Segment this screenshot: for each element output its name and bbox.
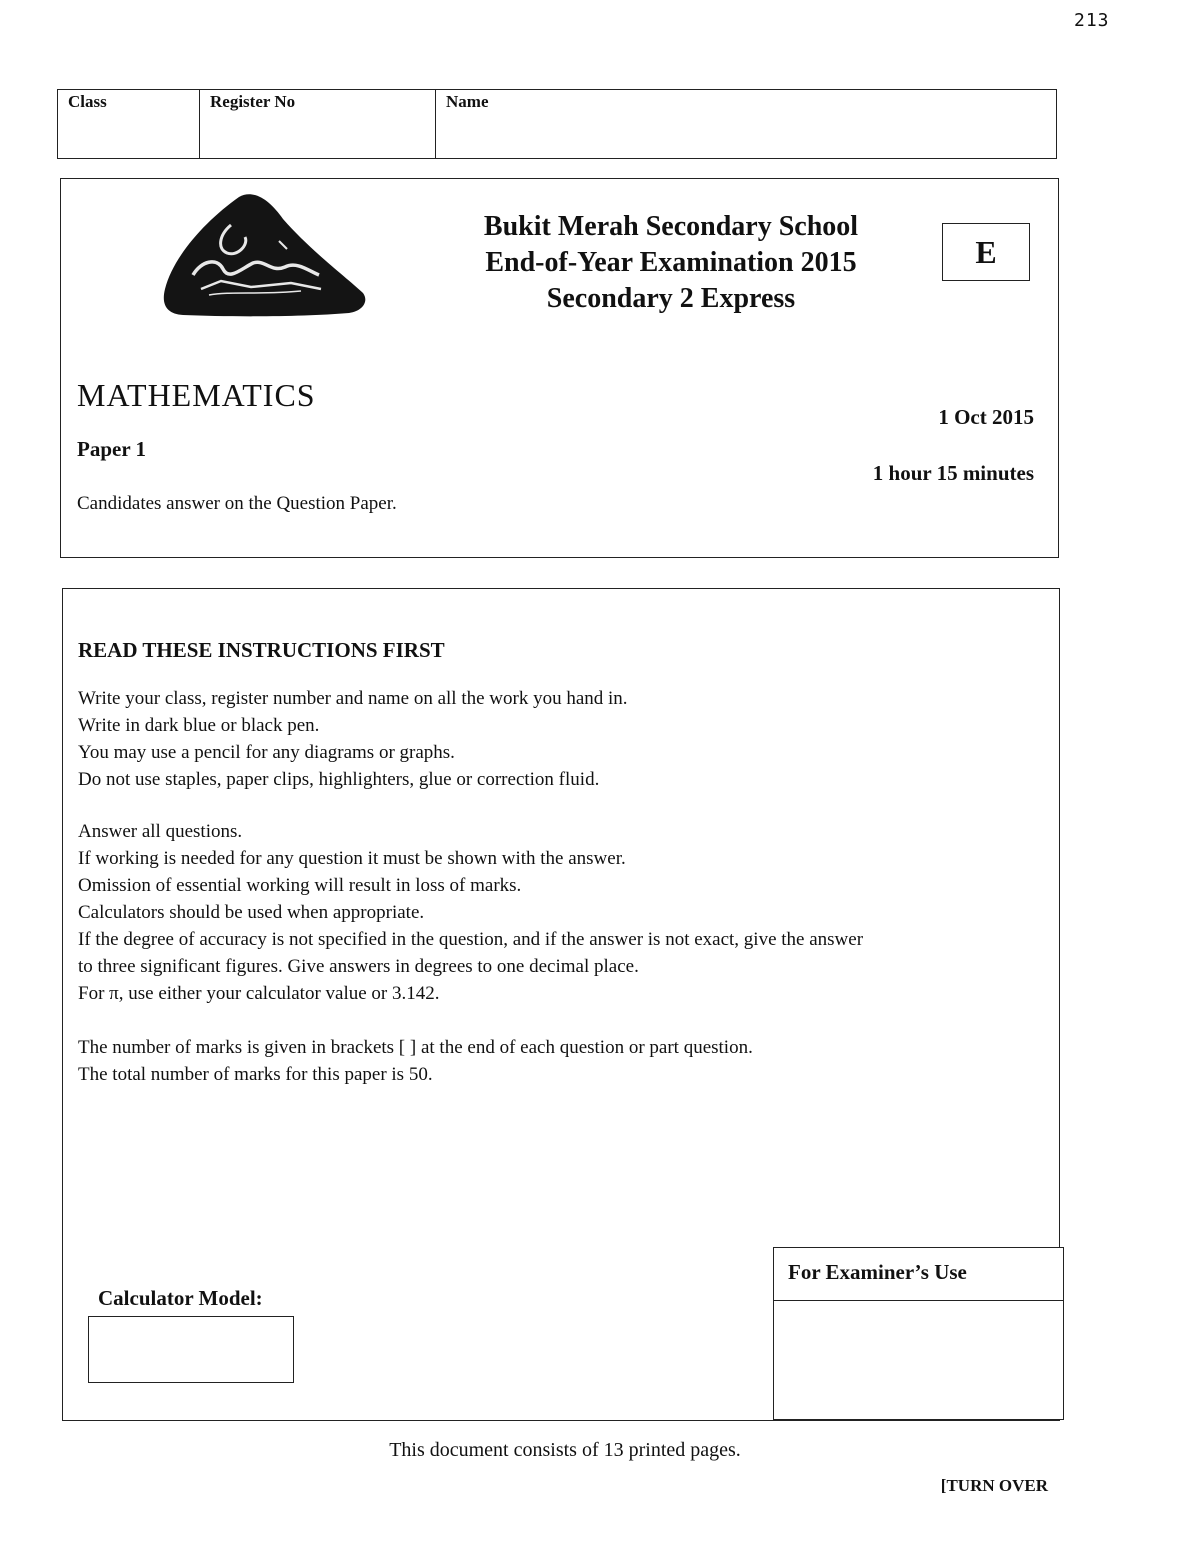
instruction-line: to three significant figures. Give answers in degrees to one decimal place.: [78, 956, 639, 977]
paper-label: Paper 1: [77, 437, 147, 461]
class-field[interactable]: [58, 90, 200, 158]
instruction-line: Write in dark blue or black pen.: [78, 715, 320, 736]
exam-date: 1 Oct 2015: [938, 405, 1034, 429]
register-no-label: Register No: [210, 92, 296, 111]
school-logo-icon: [161, 189, 371, 319]
examiners-use-divider: [774, 1300, 1063, 1301]
instruction-line: If the degree of accuracy is not specified in the question, and if the answer is not exact, give the answer: [78, 929, 864, 950]
instruction-line: The total number of marks for this paper is 50.: [78, 1064, 433, 1085]
exam-header: [60, 178, 1059, 558]
instructions-group-answering: [78, 818, 863, 1007]
name-label: Name: [446, 92, 489, 111]
exam-name: End-of-Year Examination 2015: [485, 247, 857, 278]
instruction-line: Calculators should be used when appropriate.: [78, 902, 425, 923]
instruction-line: Write your class, register number and name on all the work you hand in.: [78, 688, 628, 709]
page-number: 213: [1074, 10, 1110, 31]
instructions-heading: READ THESE INSTRUCTIONS FIRST: [78, 638, 445, 662]
printed-pages-note: This document consists of 13 printed pages.: [389, 1439, 741, 1461]
subject-title: MATHEMATICS: [77, 377, 316, 413]
examiners-use-box: [773, 1247, 1064, 1420]
instruction-line: You may use a pencil for any diagrams or graphs.: [78, 742, 455, 763]
candidate-id-box: [57, 89, 1057, 159]
instruction-line: If working is needed for any question it must be shown with the answer.: [78, 848, 626, 869]
calculator-model-field[interactable]: [88, 1316, 294, 1383]
instruction-line: Answer all questions.: [78, 821, 243, 842]
exam-level: Secondary 2 Express: [546, 283, 796, 314]
instruction-line: The number of marks is given in brackets [ ] at the end of each question or part question.: [78, 1037, 753, 1058]
instructions-group-general: [78, 685, 628, 793]
instruction-line: For π, use either your calculator value or 3.142.: [78, 983, 440, 1004]
school-name: Bukit Merah Secondary School: [483, 211, 859, 242]
calculator-model-label: Calculator Model:: [98, 1286, 263, 1310]
instruction-line: Do not use staples, paper clips, highlighters, glue or correction fluid.: [78, 769, 600, 790]
school-title-block: [421, 209, 921, 317]
paper-version-box: E: [942, 223, 1030, 281]
instructions-group-marks: [78, 1034, 753, 1088]
turn-over-label: [TURN OVER: [940, 1476, 1048, 1495]
examiners-use-label: For Examiner’s Use: [788, 1260, 967, 1284]
name-field[interactable]: [436, 90, 1056, 158]
register-no-field[interactable]: [200, 90, 436, 158]
class-label: Class: [68, 92, 107, 111]
candidates-note: Candidates answer on the Question Paper.: [77, 493, 397, 514]
exam-duration: 1 hour 15 minutes: [872, 461, 1034, 485]
instruction-line: Omission of essential working will result in loss of marks.: [78, 875, 522, 896]
